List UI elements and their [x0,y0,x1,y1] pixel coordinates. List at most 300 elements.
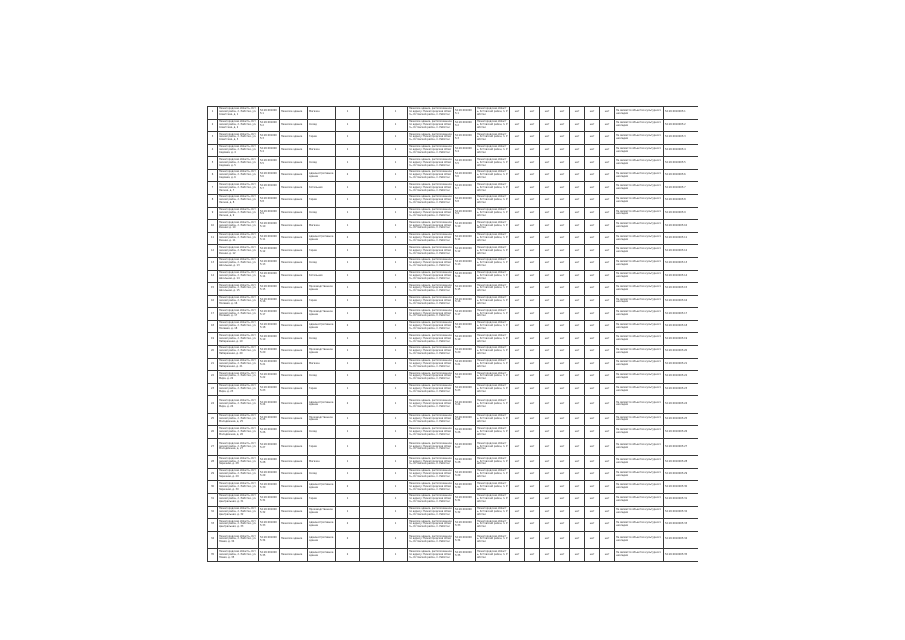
location-cell: Нижегородская область, Кстовский район, п. Работки [476,257,510,270]
flag-cell-2: нет [525,220,540,233]
registry-number-cell: 52:26:0010005:31 [664,493,699,506]
table-row [208,320,699,333]
floors-cell: 1 [336,493,360,506]
underground-floors-cell [360,371,384,384]
flag-cell-1: нет [510,493,525,506]
flag-cell-7: нет [600,549,615,562]
object-type-cell: Нежилое здание [280,549,308,562]
flag-cell-7: нет [600,207,615,220]
description-cell: Нежилое здание, расположенное по адресу: Нижегородская область, Кстовский район, п. Работки [408,320,454,333]
flag-cell-6: нет [585,169,600,182]
location-cell: Нижегородская область, Кстовский район, п. Работки [476,396,510,413]
purpose-cell: Административное здание [308,481,336,494]
flag-cell-5: нет [570,396,585,413]
floors-cell: 1 [336,468,360,481]
cadastral-ref-cell: 52:26:0010005:18 [454,320,476,333]
location-cell: Нижегородская область, Кстовский район, п. Работки [476,345,510,358]
flag-cell-4: нет [555,195,570,208]
flag-cell-5: нет [570,308,585,321]
flag-cell-4: нет [555,358,570,371]
flag-cell-5: нет [570,519,585,532]
description-cell: Нежилое здание, расположенное по адресу: Нижегородская область, Кстовский район, п. Работки [408,531,454,548]
object-type-cell: Нежилое здание [280,232,308,245]
description-cell: Нежилое здание, расположенное по адресу: Нижегородская область, Кстовский район, п. Работки [408,169,454,182]
heritage-status-cell: Не является объектом культурного наследия [615,245,664,258]
object-type-cell: Нежилое здание [280,182,308,195]
cadastral-number-cell: 52:26:0010005:19 [259,333,280,346]
underground-floors-cell [360,295,384,308]
underground-floors-cell [360,358,384,371]
cadastral-number-cell: 52:26:0010005:21 [259,358,280,371]
cadastral-ref-cell: 52:26:0010005:13 [454,257,476,270]
table-row [208,358,699,371]
flag-cell-5: нет [570,283,585,296]
purpose-cell: Гараж [308,245,336,258]
flag-cell-4: нет [555,295,570,308]
flag-cell-6: нет [585,270,600,283]
cadastral-ref-cell: 52:26:0010005:25 [454,413,476,426]
flag-cell-5: нет [570,195,585,208]
flag-cell-4: нет [555,107,570,120]
purpose-cell: Производственное здание [308,308,336,321]
flag-cell-4: нет [555,144,570,157]
registry-number-cell: 52:26:0010005:17 [664,308,699,321]
underground-floors-cell [360,345,384,358]
registry-number-cell: 52:26:0010005:5 [664,157,699,170]
location-cell: Нижегородская область, Кстовский район, п. Работки [476,438,510,455]
heritage-status-cell: Не является объектом культурного наследия [615,295,664,308]
location-cell: Нижегородская область, Кстовский район, п. Работки [476,456,510,469]
flag-cell-6: нет [585,333,600,346]
flag-cell-6: нет [585,531,600,548]
quantity-cell: 1 [384,144,408,157]
flag-cell-1: нет [510,549,525,562]
underground-floors-cell [360,144,384,157]
flag-cell-7: нет [600,295,615,308]
table-row [208,195,699,208]
flag-cell-2: нет [525,468,540,481]
row-number-cell: 26 [208,426,218,439]
flag-cell-1: нет [510,195,525,208]
floors-cell: 1 [336,257,360,270]
address-cell: Нижегородская область, Кстовский район, п. Работки, ул. Полевая, д. 17 [218,308,259,321]
flag-cell-4: нет [555,157,570,170]
flag-cell-6: нет [585,468,600,481]
location-cell: Нижегородская область, Кстовский район, п. Работки [476,107,510,120]
object-type-cell: Нежилое здание [280,413,308,426]
purpose-cell: Котельная [308,182,336,195]
heritage-status-cell: Не является объектом культурного наследия [615,493,664,506]
row-number-cell: 18 [208,320,218,333]
description-cell: Нежилое здание, расположенное по адресу: Нижегородская область, Кстовский район, п. Работки [408,396,454,413]
table-row [208,169,699,182]
floors-cell: 1 [336,456,360,469]
underground-floors-cell [360,506,384,519]
address-cell: Нижегородская область, Кстовский район, п. Работки, ул. Лесная, д. 9 [218,207,259,220]
flag-cell-2: нет [525,333,540,346]
cadastral-ref-cell: 52:26:0010005:34 [454,531,476,548]
row-number-cell: 1 [208,107,218,120]
registry-number-cell: 52:26:0010005:24 [664,396,699,413]
flag-cell-7: нет [600,519,615,532]
purpose-cell: Административное здание [308,232,336,245]
object-type-cell: Нежилое здание [280,220,308,233]
floors-cell: 1 [336,506,360,519]
quantity-cell: 1 [384,182,408,195]
flag-cell-4: нет [555,468,570,481]
floors-cell: 2 [336,396,360,413]
table-row [208,383,699,396]
object-type-cell: Нежилое здание [280,396,308,413]
cadastral-number-cell: 52:26:0010005:33 [259,519,280,532]
quantity-cell: 1 [384,270,408,283]
heritage-status-cell: Не является объектом культурного наследия [615,283,664,296]
address-cell: Нижегородская область, Кстовский район, п. Работки, ул. Новая, д. 34 [218,531,259,548]
description-cell: Нежилое здание, расположенное по адресу: Нижегородская область, Кстовский район, п. Работки [408,333,454,346]
heritage-status-cell: Не является объектом культурного наследия [615,144,664,157]
location-cell: Нижегородская область, Кстовский район, п. Работки [476,333,510,346]
row-number-cell: 20 [208,345,218,358]
address-cell: Нижегородская область, Кстовский район, п. Работки, ул. Молодёжная, д. 25 [218,413,259,426]
flag-cell-5: нет [570,107,585,120]
underground-floors-cell [360,257,384,270]
flag-cell-1: нет [510,456,525,469]
location-cell: Нижегородская область, Кстовский район, п. Работки [476,413,510,426]
heritage-status-cell: Не является объектом культурного наследия [615,270,664,283]
purpose-cell: Склад [308,157,336,170]
flag-cell-2: нет [525,295,540,308]
table-row [208,468,699,481]
flag-cell-4: нет [555,531,570,548]
quantity-cell: 1 [384,456,408,469]
address-cell: Нижегородская область, Кстовский район, п. Работки, ул. Речная, д. 10 [218,220,259,233]
floors-cell: 1 [336,308,360,321]
heritage-status-cell: Не является объектом культурного наследия [615,426,664,439]
address-cell: Нижегородская область, Кстовский район, п. Работки, ул. Садовая, д. 4 [218,144,259,157]
registry-number-cell: 52:26:0010005:22 [664,371,699,384]
flag-cell-5: нет [570,119,585,132]
flag-cell-6: нет [585,157,600,170]
cadastral-number-cell: 52:26:0010005:7 [259,182,280,195]
flag-cell-4: нет [555,493,570,506]
flag-cell-2: нет [525,157,540,170]
flag-cell-3: нет [540,333,555,346]
flag-cell-2: нет [525,144,540,157]
object-type-cell: Нежилое здание [280,157,308,170]
underground-floors-cell [360,270,384,283]
flag-cell-3: нет [540,144,555,157]
flag-cell-1: нет [510,144,525,157]
address-cell: Нижегородская область, Кстовский район, п. Работки, ул. Новая, д. 35 [218,549,259,562]
description-cell: Нежилое здание, расположенное по адресу: Нижегородская область, Кстовский район, п. Работки [408,220,454,233]
address-cell: Нижегородская область, Кстовский район, п. Работки, ул. Советская, д. 3 [218,132,259,145]
flag-cell-4: нет [555,270,570,283]
object-type-cell: Нежилое здание [280,481,308,494]
flag-cell-1: нет [510,232,525,245]
flag-cell-7: нет [600,413,615,426]
object-type-cell: Нежилое здание [280,519,308,532]
heritage-status-cell: Не является объектом культурного наследия [615,456,664,469]
description-cell: Нежилое здание, расположенное по адресу: Нижегородская область, Кстовский район, п. Работки [408,345,454,358]
flag-cell-3: нет [540,320,555,333]
cadastral-ref-cell: 52:26:0010005:3 [454,132,476,145]
floors-cell: 2 [336,232,360,245]
description-cell: Нежилое здание, расположенное по адресу: Нижегородская область, Кстовский район, п. Работки [408,119,454,132]
description-cell: Нежилое здание, расположенное по адресу: Нижегородская область, Кстовский район, п. Работки [408,283,454,296]
flag-cell-5: нет [570,456,585,469]
underground-floors-cell [360,107,384,120]
registry-number-cell: 52:26:0010005:26 [664,426,699,439]
location-cell: Нижегородская область, Кстовский район, п. Работки [476,426,510,439]
flag-cell-7: нет [600,257,615,270]
floors-cell: 1 [336,207,360,220]
purpose-cell: Склад [308,257,336,270]
quantity-cell: 1 [384,232,408,245]
registry-number-cell: 52:26:0010005:20 [664,345,699,358]
location-cell: Нижегородская область, Кстовский район, п. Работки [476,506,510,519]
location-cell: Нижегородская область, Кстовский район, п. Работки [476,481,510,494]
flag-cell-6: нет [585,358,600,371]
row-number-cell: 11 [208,232,218,245]
floors-cell: 1 [336,413,360,426]
flag-cell-4: нет [555,119,570,132]
address-cell: Нижегородская область, Кстовский район, п. Работки, ул. Советская, д. 2 [218,119,259,132]
purpose-cell: Склад [308,207,336,220]
underground-floors-cell [360,320,384,333]
object-type-cell: Нежилое здание [280,333,308,346]
quantity-cell: 1 [384,438,408,455]
purpose-cell: Магазин [308,358,336,371]
purpose-cell: Административное здание [308,519,336,532]
registry-number-cell: 52:26:0010005:9 [664,207,699,220]
flag-cell-7: нет [600,169,615,182]
description-cell: Нежилое здание, расположенное по адресу: Нижегородская область, Кстовский район, п. Работки [408,257,454,270]
description-cell: Нежилое здание, расположенное по адресу: Нижегородская область, Кстовский район, п. Работки [408,468,454,481]
flag-cell-7: нет [600,245,615,258]
location-cell: Нижегородская область, Кстовский район, п. Работки [476,283,510,296]
flag-cell-4: нет [555,506,570,519]
heritage-status-cell: Не является объектом культурного наследия [615,195,664,208]
description-cell: Нежилое здание, расположенное по адресу: Нижегородская область, Кстовский район, п. Работки [408,549,454,562]
flag-cell-7: нет [600,456,615,469]
flag-cell-5: нет [570,169,585,182]
flag-cell-2: нет [525,195,540,208]
flag-cell-2: нет [525,456,540,469]
location-cell: Нижегородская область, Кстовский район, п. Работки [476,358,510,371]
floors-cell: 2 [336,169,360,182]
flag-cell-6: нет [585,519,600,532]
flag-cell-1: нет [510,270,525,283]
row-number-cell: 4 [208,144,218,157]
location-cell: Нижегородская область, Кстовский район, п. Работки [476,232,510,245]
cadastral-number-cell: 52:26:0010005:15 [259,283,280,296]
flag-cell-5: нет [570,468,585,481]
row-number-cell: 25 [208,413,218,426]
cadastral-ref-cell: 52:26:0010005:4 [454,144,476,157]
address-cell: Нижегородская область, Кстовский район, п. Работки, ул. Заречная, д. 29 [218,468,259,481]
flag-cell-7: нет [600,333,615,346]
heritage-status-cell: Не является объектом культурного наследия [615,169,664,182]
object-type-cell: Нежилое здание [280,169,308,182]
cadastral-number-cell: 52:26:0010005:3 [259,132,280,145]
flag-cell-5: нет [570,358,585,371]
description-cell: Нежилое здание, расположенное по адресу: Нижегородская область, Кстовский район, п. Работки [408,371,454,384]
table-row [208,182,699,195]
description-cell: Нежилое здание, расположенное по адресу: Нижегородская область, Кстовский район, п. Работки [408,493,454,506]
cadastral-ref-cell: 52:26:0010005:16 [454,295,476,308]
quantity-cell: 1 [384,468,408,481]
address-cell: Нижегородская область, Кстовский район, п. Работки, ул. Заречная, д. 30 [218,481,259,494]
flag-cell-2: нет [525,308,540,321]
cadastral-number-cell: 52:26:0010005:8 [259,195,280,208]
flag-cell-2: нет [525,270,540,283]
address-cell: Нижегородская область, Кстовский район, п. Работки, ул. Набережная, д. 19 [218,333,259,346]
underground-floors-cell [360,195,384,208]
heritage-status-cell: Не является объектом культурного наследия [615,519,664,532]
flag-cell-3: нет [540,157,555,170]
cadastral-number-cell: 52:26:0010005:16 [259,295,280,308]
flag-cell-4: нет [555,438,570,455]
underground-floors-cell [360,119,384,132]
flag-cell-2: нет [525,283,540,296]
quantity-cell: 1 [384,396,408,413]
flag-cell-3: нет [540,182,555,195]
quantity-cell: 1 [384,220,408,233]
cadastral-number-cell: 52:26:0010005:5 [259,157,280,170]
flag-cell-4: нет [555,132,570,145]
purpose-cell: Административное здание [308,169,336,182]
flag-cell-2: нет [525,257,540,270]
quantity-cell: 1 [384,519,408,532]
cadastral-number-cell: 52:26:0010005:26 [259,426,280,439]
row-number-cell: 29 [208,468,218,481]
object-type-cell: Нежилое здание [280,207,308,220]
floors-cell: 1 [336,119,360,132]
description-cell: Нежилое здание, расположенное по адресу: Нижегородская область, Кстовский район, п. Работки [408,438,454,455]
flag-cell-7: нет [600,182,615,195]
flag-cell-7: нет [600,283,615,296]
registry-number-cell: 52:26:0010005:30 [664,481,699,494]
purpose-cell: Производственное здание [308,283,336,296]
flag-cell-6: нет [585,195,600,208]
flag-cell-7: нет [600,396,615,413]
flag-cell-3: нет [540,468,555,481]
cadastral-number-cell: 52:26:0010005:9 [259,207,280,220]
registry-number-cell: 52:26:0010005:15 [664,283,699,296]
flag-cell-3: нет [540,245,555,258]
quantity-cell: 1 [384,531,408,548]
quantity-cell: 1 [384,481,408,494]
flag-cell-1: нет [510,413,525,426]
cadastral-number-cell: 52:26:0010005:2 [259,119,280,132]
address-cell: Нижегородская область, Кстовский район, п. Работки, ул. Полевая, д. 16 [218,295,259,308]
cadastral-ref-cell: 52:26:0010005:28 [454,456,476,469]
object-type-cell: Нежилое здание [280,358,308,371]
flag-cell-5: нет [570,481,585,494]
row-number-cell: 28 [208,456,218,469]
quantity-cell: 1 [384,549,408,562]
flag-cell-1: нет [510,426,525,439]
object-type-cell: Нежилое здание [280,345,308,358]
flag-cell-6: нет [585,295,600,308]
flag-cell-3: нет [540,207,555,220]
quantity-cell: 1 [384,308,408,321]
cadastral-number-cell: 52:26:0010005:4 [259,144,280,157]
floors-cell: 1 [336,107,360,120]
cadastral-ref-cell: 52:26:0010005:24 [454,396,476,413]
table-row [208,519,699,532]
cadastral-number-cell: 52:26:0010005:35 [259,549,280,562]
flag-cell-1: нет [510,371,525,384]
flag-cell-2: нет [525,426,540,439]
registry-number-cell: 52:26:0010005:4 [664,144,699,157]
flag-cell-3: нет [540,549,555,562]
flag-cell-2: нет [525,493,540,506]
flag-cell-5: нет [570,182,585,195]
table-row [208,270,699,283]
underground-floors-cell [360,438,384,455]
cadastral-number-cell: 52:26:0010005:17 [259,308,280,321]
cadastral-number-cell: 52:26:0010005:23 [259,383,280,396]
underground-floors-cell [360,157,384,170]
underground-floors-cell [360,413,384,426]
quantity-cell: 1 [384,157,408,170]
description-cell: Нежилое здание, расположенное по адресу: Нижегородская область, Кстовский район, п. Работки [408,245,454,258]
floors-cell: 1 [336,333,360,346]
address-cell: Нижегородская область, Кстовский район, п. Работки, ул. Садовая, д. 5 [218,157,259,170]
purpose-cell: Гараж [308,438,336,455]
table-row [208,506,699,519]
flag-cell-2: нет [525,345,540,358]
flag-cell-3: нет [540,426,555,439]
heritage-status-cell: Не является объектом культурного наследия [615,119,664,132]
floors-cell: 1 [336,426,360,439]
flag-cell-1: нет [510,257,525,270]
flag-cell-2: нет [525,371,540,384]
purpose-cell: Гараж [308,195,336,208]
flag-cell-1: нет [510,283,525,296]
description-cell: Нежилое здание, расположенное по адресу: Нижегородская область, Кстовский район, п. Работки [408,207,454,220]
registry-number-cell: 52:26:0010005:10 [664,220,699,233]
heritage-status-cell: Не является объектом культурного наследия [615,232,664,245]
object-type-cell: Нежилое здание [280,257,308,270]
address-cell: Нижегородская область, Кстовский район, п. Работки, ул. Центральная, д. 33 [218,519,259,532]
flag-cell-3: нет [540,519,555,532]
purpose-cell: Административное здание [308,549,336,562]
purpose-cell: Гараж [308,493,336,506]
cadastral-number-cell: 52:26:0010005:22 [259,371,280,384]
flag-cell-7: нет [600,320,615,333]
table-row [208,107,699,120]
location-cell: Нижегородская область, Кстовский район, п. Работки [476,295,510,308]
flag-cell-5: нет [570,493,585,506]
cadastral-ref-cell: 52:26:0010005:5 [454,157,476,170]
location-cell: Нижегородская область, Кстовский район, п. Работки [476,531,510,548]
flag-cell-3: нет [540,232,555,245]
registry-number-cell: 52:26:0010005:28 [664,456,699,469]
address-cell: Нижегородская область, Кстовский район, п. Работки, ул. Речная, д. 11 [218,232,259,245]
quantity-cell: 1 [384,283,408,296]
object-type-cell: Нежилое здание [280,531,308,548]
flag-cell-4: нет [555,182,570,195]
location-cell: Нижегородская область, Кстовский район, п. Работки [476,157,510,170]
row-number-cell: 3 [208,132,218,145]
quantity-cell: 1 [384,493,408,506]
row-number-cell: 14 [208,270,218,283]
heritage-status-cell: Не является объектом культурного наследия [615,333,664,346]
cadastral-ref-cell: 52:26:0010005:23 [454,383,476,396]
table-row [208,132,699,145]
